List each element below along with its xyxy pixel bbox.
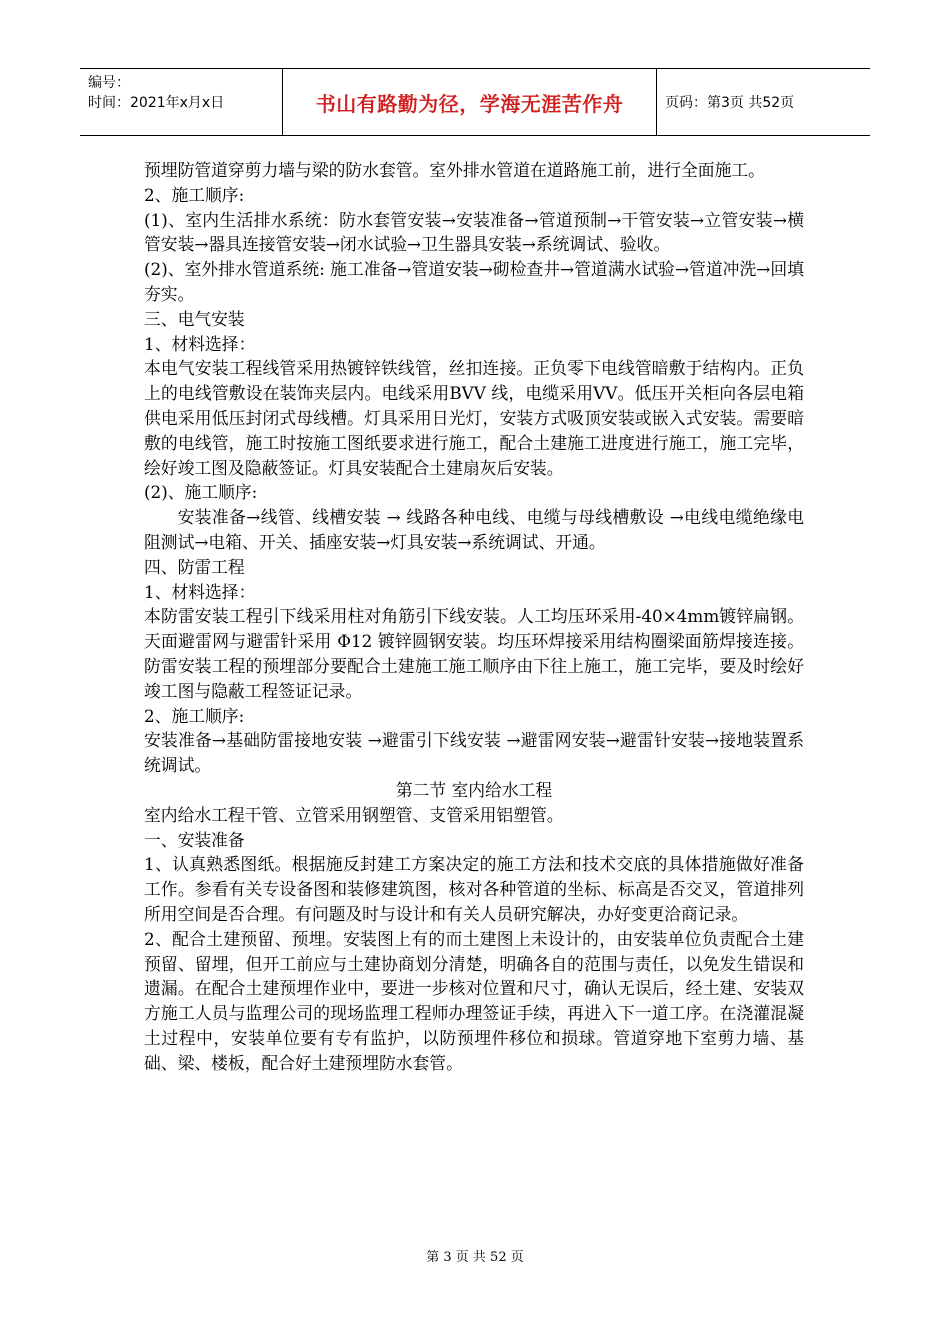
paragraph: 安装准备→基础防雷接地安装 →避雷引下线安装 →避雷网安装→避雷针安装→接地装置系统调试。 [144,730,804,776]
paragraph: 2、配合土建预留、预埋。安装图上有的而土建图上未设计的，由安装单位负责配合土建预留、留埋，但开工前应与土建协商划分清楚，明确各自的范围与责任，以免发生错误和遗漏。在配合土建预埋作业中，要进一步核对位置和尺寸，确认无误后，经土建、安装双方施工人员与监理公司的现场监理工程师办理签证手续，再进入下一道工序。在浇灌混凝土过程中，安装单位要有专有监护，以防预埋件移位和损球。管道穿地下室剪力墙、基础、梁、楼板，配合好土建预埋防水套管。 [144,928,804,1073]
header-meta [80,69,282,135]
paragraph: 本防雷安装工程引下线采用柱对角筋引下线安装。人工均压环采用-40×4mm镀锌扁钢。天面避雷网与避雷针采用 Φ12 镀锌圆钢安装。均压环焊接采用结构圈梁面筋焊接连接。防雷安装工程的预埋部分要配合土建施工施工顺序由下往上施工，施工完毕，要及时绘好竣工图与隐蔽工程签证记录。 [144,606,804,701]
paragraph: (2)、室外排水管道系统: 施工准备→管道安装→砌检查井→管道满水试验→管道冲洗→回填夯实。 [144,259,804,304]
section-heading: 四、防雷工程 [144,556,245,577]
document-number-label: 编号： [88,75,130,91]
paragraph: 本电气安装工程线管采用热镀锌铁线管，丝扣连接。正负零下电线管暗敷于结构内。正负上的电线管敷设在装饰夹层内。电线采用BVV 线，电缆采用VV。低压开关柜向各层电箱供电采用低压封闭式母线槽。灯具采用日光灯，安装方式吸顶安装或嵌入式安装。需要暗敷的电线管，施工时按施工图纸要求进行施工，配合土建施工进度进行施工，施工完毕，绘好竣工图及隐蔽签证。灯具安装配合土建扇灰后安装。 [144,358,804,478]
header-page-info: 页码：第3页 共52页 [665,95,795,111]
page-footer: 第 3 页 共 52 页 [426,1250,524,1265]
section-subheading: 1、材料选择： [144,333,256,354]
section-subheading: 2、施工顺序: [144,705,245,726]
section-heading: 一、安装准备 [144,829,245,850]
paragraph: (1)、室内生活排水系统：防水套管安装→安装准备→管道预制→干管安装→立管安装→横管安装→器具连接管安装→闭水试验→卫生器具安装→系统调试、验收。 [144,209,804,255]
section-subheading: 1、材料选择： [144,581,256,602]
header-motto: 书山有路勤为径，学海无涯苦作舟 [282,69,657,135]
page-header [80,68,870,136]
document-date: 时间：2021年x月x日 [88,95,225,111]
paragraph: 安装准备→线管、线槽安装 → 线路各种电线、电缆与母线槽敷设 →电线电缆绝缘电阻测试→电箱、开关、插座安装→灯具安装→系统调试、开通。 [144,507,804,552]
paragraph: 1、认真熟悉图纸。根据施反封建工方案决定的施工方法和技术交底的具体措施做好准备工作。参看有关专设备图和装修建筑图，核对各种管道的坐标、标高是否交叉，管道排列所用空间是否合理。有问题及时与设计和有关人员研究解决，办好变更洽商记录。 [144,854,804,924]
paragraph: 室内给水工程干管、立管采用钢塑管、支管采用铝塑管。 [144,804,564,825]
section-subheading: (2)、施工顺序: [144,482,258,503]
section-heading: 三、电气安装 [144,308,245,329]
paragraph: 预埋防管道穿剪力墙与梁的防水套管。室外排水管道在道路施工前，进行全面施工。 [144,160,765,180]
document-body [144,158,804,1075]
section-subheading: 2、施工顺序: [144,184,245,205]
section-title: 第二节 室内给水工程 [395,779,553,800]
